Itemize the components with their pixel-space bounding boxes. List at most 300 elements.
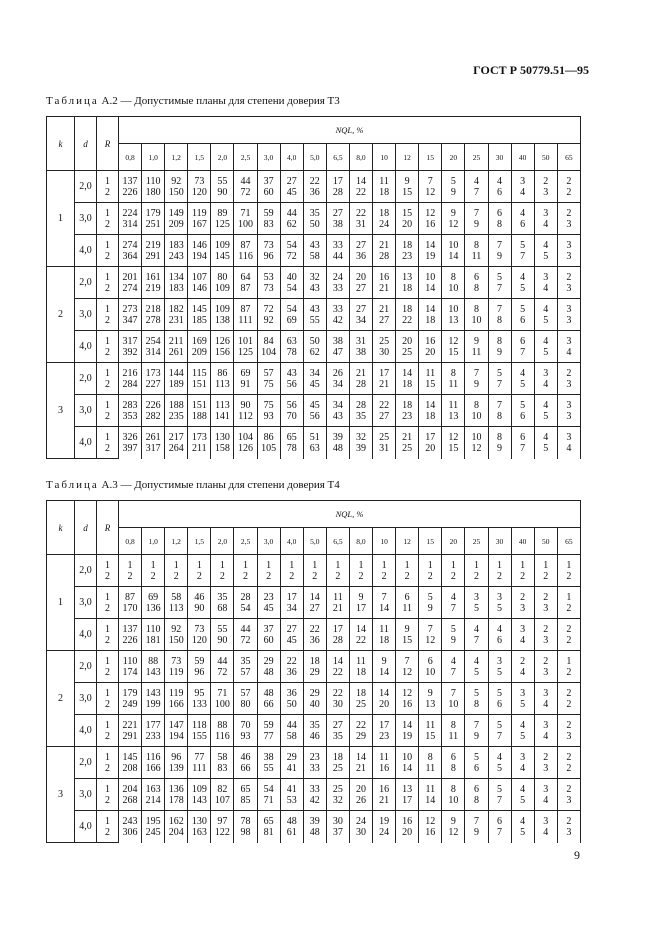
plan-cell [511, 171, 534, 203]
table-row [47, 331, 581, 363]
plan-value: 221 [122, 719, 138, 731]
plan-value: 98 [240, 826, 251, 838]
plan-cell [534, 779, 557, 811]
plan-cell [396, 651, 419, 683]
plan-value: 10 [448, 303, 459, 315]
plan-value: 8 [473, 303, 479, 315]
nql-value: 40 [511, 144, 534, 171]
plan-value: 9 [404, 623, 410, 635]
plan-value: 116 [145, 751, 161, 763]
plan-value: 7 [497, 730, 503, 742]
plan-value: 96 [263, 250, 274, 262]
plan-value: 1 [566, 559, 572, 571]
plan-value: 27 [286, 623, 297, 635]
plan-value: 75 [263, 399, 274, 411]
plan-cell [303, 299, 326, 331]
r-line: 2 [105, 730, 110, 742]
plan-cell [442, 267, 465, 299]
r-line: 2 [105, 762, 110, 774]
plan-value: 170 [122, 602, 138, 614]
plan-value: 15 [402, 634, 413, 646]
plan-value: 224 [122, 207, 138, 219]
plan-value: 2 [520, 591, 526, 603]
plan-cell [373, 747, 396, 779]
plan-value: 1 [219, 559, 225, 571]
plan-value: 11 [333, 591, 343, 603]
plan-value: 14 [309, 591, 320, 603]
plan-cell [442, 427, 465, 459]
plan-cell [326, 171, 349, 203]
r-value [97, 203, 119, 235]
plan-cell [165, 555, 188, 587]
table-row [47, 651, 581, 683]
plan-cell [165, 171, 188, 203]
r-line: 1 [105, 815, 110, 827]
plan-value: 30 [379, 346, 390, 358]
plan-value: 2 [566, 687, 572, 699]
plan-cell [188, 747, 211, 779]
plan-cell [419, 171, 442, 203]
plan-value: 134 [168, 271, 184, 283]
r-line: 2 [105, 282, 110, 294]
plan-value: 71 [217, 687, 228, 699]
plan-value: 163 [145, 783, 161, 795]
plan-cell [488, 747, 511, 779]
plan-value: 16 [425, 826, 436, 838]
plan-value: 72 [240, 634, 251, 646]
plan-cell [396, 331, 419, 363]
nql-value: 8,0 [349, 528, 372, 555]
plan-value: 226 [122, 186, 138, 198]
plan-cell [511, 203, 534, 235]
plan-value: 150 [168, 634, 184, 646]
nql-value: 4,0 [280, 528, 303, 555]
plan-value: 144 [168, 367, 184, 379]
plan-value: 73 [263, 239, 274, 251]
plan-value: 5 [520, 399, 526, 411]
table-row [47, 267, 581, 299]
plan-value: 60 [263, 634, 274, 646]
plan-value: 66 [240, 762, 251, 774]
plan-value: 27 [309, 602, 320, 614]
plan-value: 22 [355, 719, 366, 731]
plan-cell [419, 587, 442, 619]
plan-value: 39 [309, 815, 320, 827]
nql-value: 1,0 [142, 144, 165, 171]
plan-cell [326, 235, 349, 267]
plan-cell [165, 779, 188, 811]
r-line: 2 [105, 666, 110, 678]
plan-value: 3 [566, 794, 572, 806]
plan-cell [419, 363, 442, 395]
plan-value: 3 [543, 271, 549, 283]
plan-cell [142, 267, 165, 299]
plan-cell [165, 427, 188, 459]
plan-value: 166 [145, 762, 161, 774]
plan-value: 16 [402, 698, 413, 710]
d-value: 4,0 [75, 427, 97, 459]
plan-value: 20 [425, 346, 436, 358]
plan-value: 33 [309, 762, 320, 774]
plan-value: 3 [543, 634, 549, 646]
plan-value: 35 [240, 655, 251, 667]
r-line: 2 [105, 250, 110, 262]
plan-value: 12 [448, 335, 459, 347]
plan-value: 8 [473, 698, 479, 710]
nql-value: 10 [373, 144, 396, 171]
plan-cell [326, 203, 349, 235]
plan-value: 4 [497, 175, 503, 187]
nql-value: 2,5 [234, 528, 257, 555]
plan-value: 4 [543, 218, 549, 230]
plan-cell [442, 587, 465, 619]
plan-value: 65 [240, 783, 251, 795]
plan-value: 29 [309, 687, 320, 699]
plan-cell [188, 619, 211, 651]
plan-value: 3 [520, 175, 526, 187]
plan-value: 2 [243, 570, 249, 582]
plan-value: 78 [286, 442, 297, 454]
plan-cell [165, 299, 188, 331]
plan-value: 18 [402, 282, 413, 294]
plan-value: 90 [217, 186, 228, 198]
plan-cell [119, 619, 142, 651]
plan-value: 20 [402, 826, 413, 838]
col-header-d: d [75, 117, 97, 171]
plan-value: 8 [497, 431, 503, 443]
plan-value: 69 [286, 314, 297, 326]
plan-value: 65 [263, 815, 274, 827]
plan-value: 5 [543, 346, 549, 358]
plan-value: 24 [355, 815, 366, 827]
d-value: 3,0 [75, 779, 97, 811]
plan-value: 1 [196, 559, 202, 571]
plan-value: 21 [332, 602, 343, 614]
r-line: 1 [105, 559, 110, 571]
plan-cell [442, 299, 465, 331]
plan-value: 91 [240, 378, 251, 390]
plan-value: 31 [355, 335, 366, 347]
plan-cell [557, 715, 580, 747]
plan-cell [465, 203, 488, 235]
plan-value: 209 [191, 346, 207, 358]
nql-value: 15 [419, 144, 442, 171]
plan-value: 8 [497, 335, 503, 347]
plan-value: 183 [168, 239, 184, 251]
r-value [97, 299, 119, 331]
plan-value: 71 [263, 794, 274, 806]
plan-value: 2 [381, 570, 387, 582]
plan-cell [419, 683, 442, 715]
plan-value: 12 [471, 442, 482, 454]
plan-value: 14 [355, 751, 366, 763]
plan-value: 70 [240, 719, 251, 731]
plan-value: 4 [473, 175, 479, 187]
plan-value: 14 [448, 250, 459, 262]
plan-value: 173 [191, 431, 207, 443]
plan-cell [234, 171, 257, 203]
plan-cell [511, 331, 534, 363]
plan-value: 34 [332, 399, 343, 411]
plan-cell [511, 555, 534, 587]
col-header-d: d [75, 501, 97, 555]
plan-cell [534, 587, 557, 619]
plan-value: 4 [566, 442, 572, 454]
plan-value: 3 [566, 250, 572, 262]
plan-cell [557, 811, 580, 843]
plan-cell [188, 171, 211, 203]
plan-cell [142, 715, 165, 747]
plan-value: 12 [448, 218, 459, 230]
plan-value: 22 [355, 207, 366, 219]
plan-value: 41 [286, 783, 297, 795]
plan-value: 188 [191, 410, 207, 422]
plan-cell [373, 395, 396, 427]
plan-value: 16 [402, 815, 413, 827]
plan-value: 104 [261, 346, 277, 358]
plan-value: 18 [355, 666, 366, 678]
plan-value: 2 [566, 815, 572, 827]
plan-value: 3 [566, 730, 572, 742]
d-value: 4,0 [75, 715, 97, 747]
plan-value: 161 [145, 271, 161, 283]
plan-value: 109 [214, 239, 230, 251]
plan-cell [234, 587, 257, 619]
plan-cell [326, 747, 349, 779]
plan-value: 43 [309, 282, 320, 294]
plan-value: 21 [379, 239, 390, 251]
plan-value: 44 [240, 623, 251, 635]
plan-value: 113 [168, 602, 184, 614]
plan-cell [534, 235, 557, 267]
plan-value: 36 [286, 687, 297, 699]
plan-value: 1 [404, 559, 410, 571]
plan-cell [534, 555, 557, 587]
plan-cell [211, 395, 234, 427]
k-value: 2 [47, 267, 75, 363]
plan-value: 59 [194, 655, 205, 667]
plan-value: 21 [379, 378, 390, 390]
plan-value: 12 [425, 634, 436, 646]
plan-value: 2 [173, 570, 179, 582]
plan-cell [488, 363, 511, 395]
plan-value: 48 [263, 666, 274, 678]
plan-value: 162 [168, 815, 184, 827]
plan-value: 11 [379, 623, 389, 635]
plan-cell [188, 427, 211, 459]
r-line: 1 [105, 271, 110, 283]
plan-value: 249 [122, 698, 138, 710]
plan-cell [188, 235, 211, 267]
plan-cell [419, 299, 442, 331]
plan-value: 5 [520, 378, 526, 390]
plan-value: 5 [497, 271, 503, 283]
plan-cell [234, 779, 257, 811]
plan-value: 11 [448, 378, 459, 390]
plan-value: 14 [402, 762, 413, 774]
plan-cell [465, 555, 488, 587]
plan-value: 45 [263, 602, 274, 614]
plan-value: 54 [286, 282, 297, 294]
nql-header: NQL, % [119, 117, 581, 144]
plan-value: 50 [309, 218, 320, 230]
plan-value: 43 [332, 410, 343, 422]
plan-cell [488, 331, 511, 363]
plan-value: 146 [191, 282, 207, 294]
plan-value: 1 [358, 559, 364, 571]
plan-value: 20 [355, 271, 366, 283]
plan-value: 1 [543, 559, 549, 571]
r-line: 2 [105, 570, 110, 582]
plan-cell [257, 331, 280, 363]
plan-value: 87 [240, 282, 251, 294]
nql-value: 1,5 [188, 528, 211, 555]
plan-value: 72 [217, 666, 228, 678]
plan-cell [488, 299, 511, 331]
plan-value: 6 [450, 751, 456, 763]
table-a3-caption [46, 479, 340, 491]
plan-value: 9 [473, 335, 479, 347]
plan-value: 120 [191, 634, 207, 646]
plan-cell [511, 587, 534, 619]
plan-value: 2 [566, 666, 572, 678]
plan-value: 1 [381, 559, 387, 571]
nql-value: 10 [373, 528, 396, 555]
r-line: 1 [105, 207, 110, 219]
plan-cell [442, 331, 465, 363]
plan-cell [396, 203, 419, 235]
plan-value: 21 [402, 431, 413, 443]
plan-value: 2 [566, 634, 572, 646]
plan-value: 17 [379, 367, 390, 379]
plan-cell [534, 651, 557, 683]
plan-cell [511, 267, 534, 299]
plan-cell [211, 235, 234, 267]
plan-value: 218 [145, 303, 161, 315]
k-value: 3 [47, 363, 75, 459]
plan-value: 113 [215, 399, 230, 411]
plan-value: 44 [332, 250, 343, 262]
plan-value: 59 [263, 207, 274, 219]
nql-value: 40 [511, 528, 534, 555]
plan-cell [211, 811, 234, 843]
plan-value: 235 [168, 410, 184, 422]
plan-value: 92 [171, 175, 182, 187]
plan-cell [326, 363, 349, 395]
plan-value: 5 [497, 687, 503, 699]
plan-value: 37 [332, 826, 343, 838]
plan-value: 101 [238, 335, 254, 347]
plan-value: 146 [191, 239, 207, 251]
plan-value: 2 [520, 655, 526, 667]
plan-value: 6 [427, 655, 433, 667]
plan-value: 4 [543, 282, 549, 294]
plan-value: 8 [473, 794, 479, 806]
plan-value: 28 [332, 634, 343, 646]
plan-cell [211, 619, 234, 651]
plan-cell [211, 587, 234, 619]
plan-value: 17 [355, 602, 366, 614]
plan-value: 96 [194, 666, 205, 678]
plan-value: 1 [243, 559, 249, 571]
plan-value: 261 [145, 431, 161, 443]
plan-cell [280, 683, 303, 715]
plan-value: 2 [566, 751, 572, 763]
plan-cell [142, 779, 165, 811]
plan-value: 119 [168, 666, 184, 678]
plan-value: 56 [309, 410, 320, 422]
plan-cell [511, 651, 534, 683]
plan-value: 7 [450, 666, 456, 678]
plan-value: 31 [355, 218, 366, 230]
plan-value: 35 [355, 410, 366, 422]
plan-value: 36 [309, 634, 320, 646]
plan-value: 4 [543, 826, 549, 838]
plan-value: 138 [214, 314, 230, 326]
plan-value: 3 [543, 367, 549, 379]
plan-value: 87 [240, 303, 251, 315]
plan-value: 27 [379, 410, 390, 422]
plan-value: 83 [217, 762, 228, 774]
nql-value: 2,0 [211, 144, 234, 171]
plan-value: 392 [122, 346, 138, 358]
plan-value: 48 [286, 815, 297, 827]
plan-cell [349, 619, 372, 651]
plan-value: 5 [473, 666, 479, 678]
plan-value: 23 [402, 250, 413, 262]
plan-cell [280, 235, 303, 267]
col-header-k: k [47, 501, 75, 555]
plan-value: 119 [192, 207, 207, 219]
plan-value: 139 [168, 762, 184, 774]
plan-value: 110 [145, 623, 161, 635]
plan-value: 85 [240, 794, 251, 806]
plan-value: 21 [379, 794, 390, 806]
plan-cell [349, 331, 372, 363]
plan-value: 1 [566, 655, 572, 667]
plan-value: 27 [379, 314, 390, 326]
plan-value: 12 [448, 826, 459, 838]
plan-value: 3 [566, 303, 572, 315]
d-value: 4,0 [75, 235, 97, 267]
plan-value: 9 [404, 175, 410, 187]
plan-value: 4 [520, 367, 526, 379]
plan-value: 251 [145, 218, 161, 230]
standard-designation: ГОСТ Р 50779.51—95 [473, 63, 589, 77]
plan-value: 87 [240, 239, 251, 251]
table-row [47, 171, 581, 203]
plan-value: 21 [355, 762, 366, 774]
plan-value: 26 [355, 794, 366, 806]
plan-value: 6 [520, 314, 526, 326]
r-line: 2 [105, 410, 110, 422]
plan-cell [280, 395, 303, 427]
plan-cell [234, 299, 257, 331]
plan-value: 29 [286, 751, 297, 763]
plan-value: 5 [497, 602, 503, 614]
plan-value: 73 [263, 282, 274, 294]
plan-cell [142, 587, 165, 619]
plan-value: 2 [566, 698, 572, 710]
plan-value: 174 [122, 666, 138, 678]
plan-cell [442, 363, 465, 395]
d-value: 3,0 [75, 299, 97, 331]
r-value [97, 747, 119, 779]
plan-value: 3 [543, 783, 549, 795]
table-row [47, 235, 581, 267]
plan-value: 13 [448, 410, 459, 422]
plan-value: 27 [286, 175, 297, 187]
